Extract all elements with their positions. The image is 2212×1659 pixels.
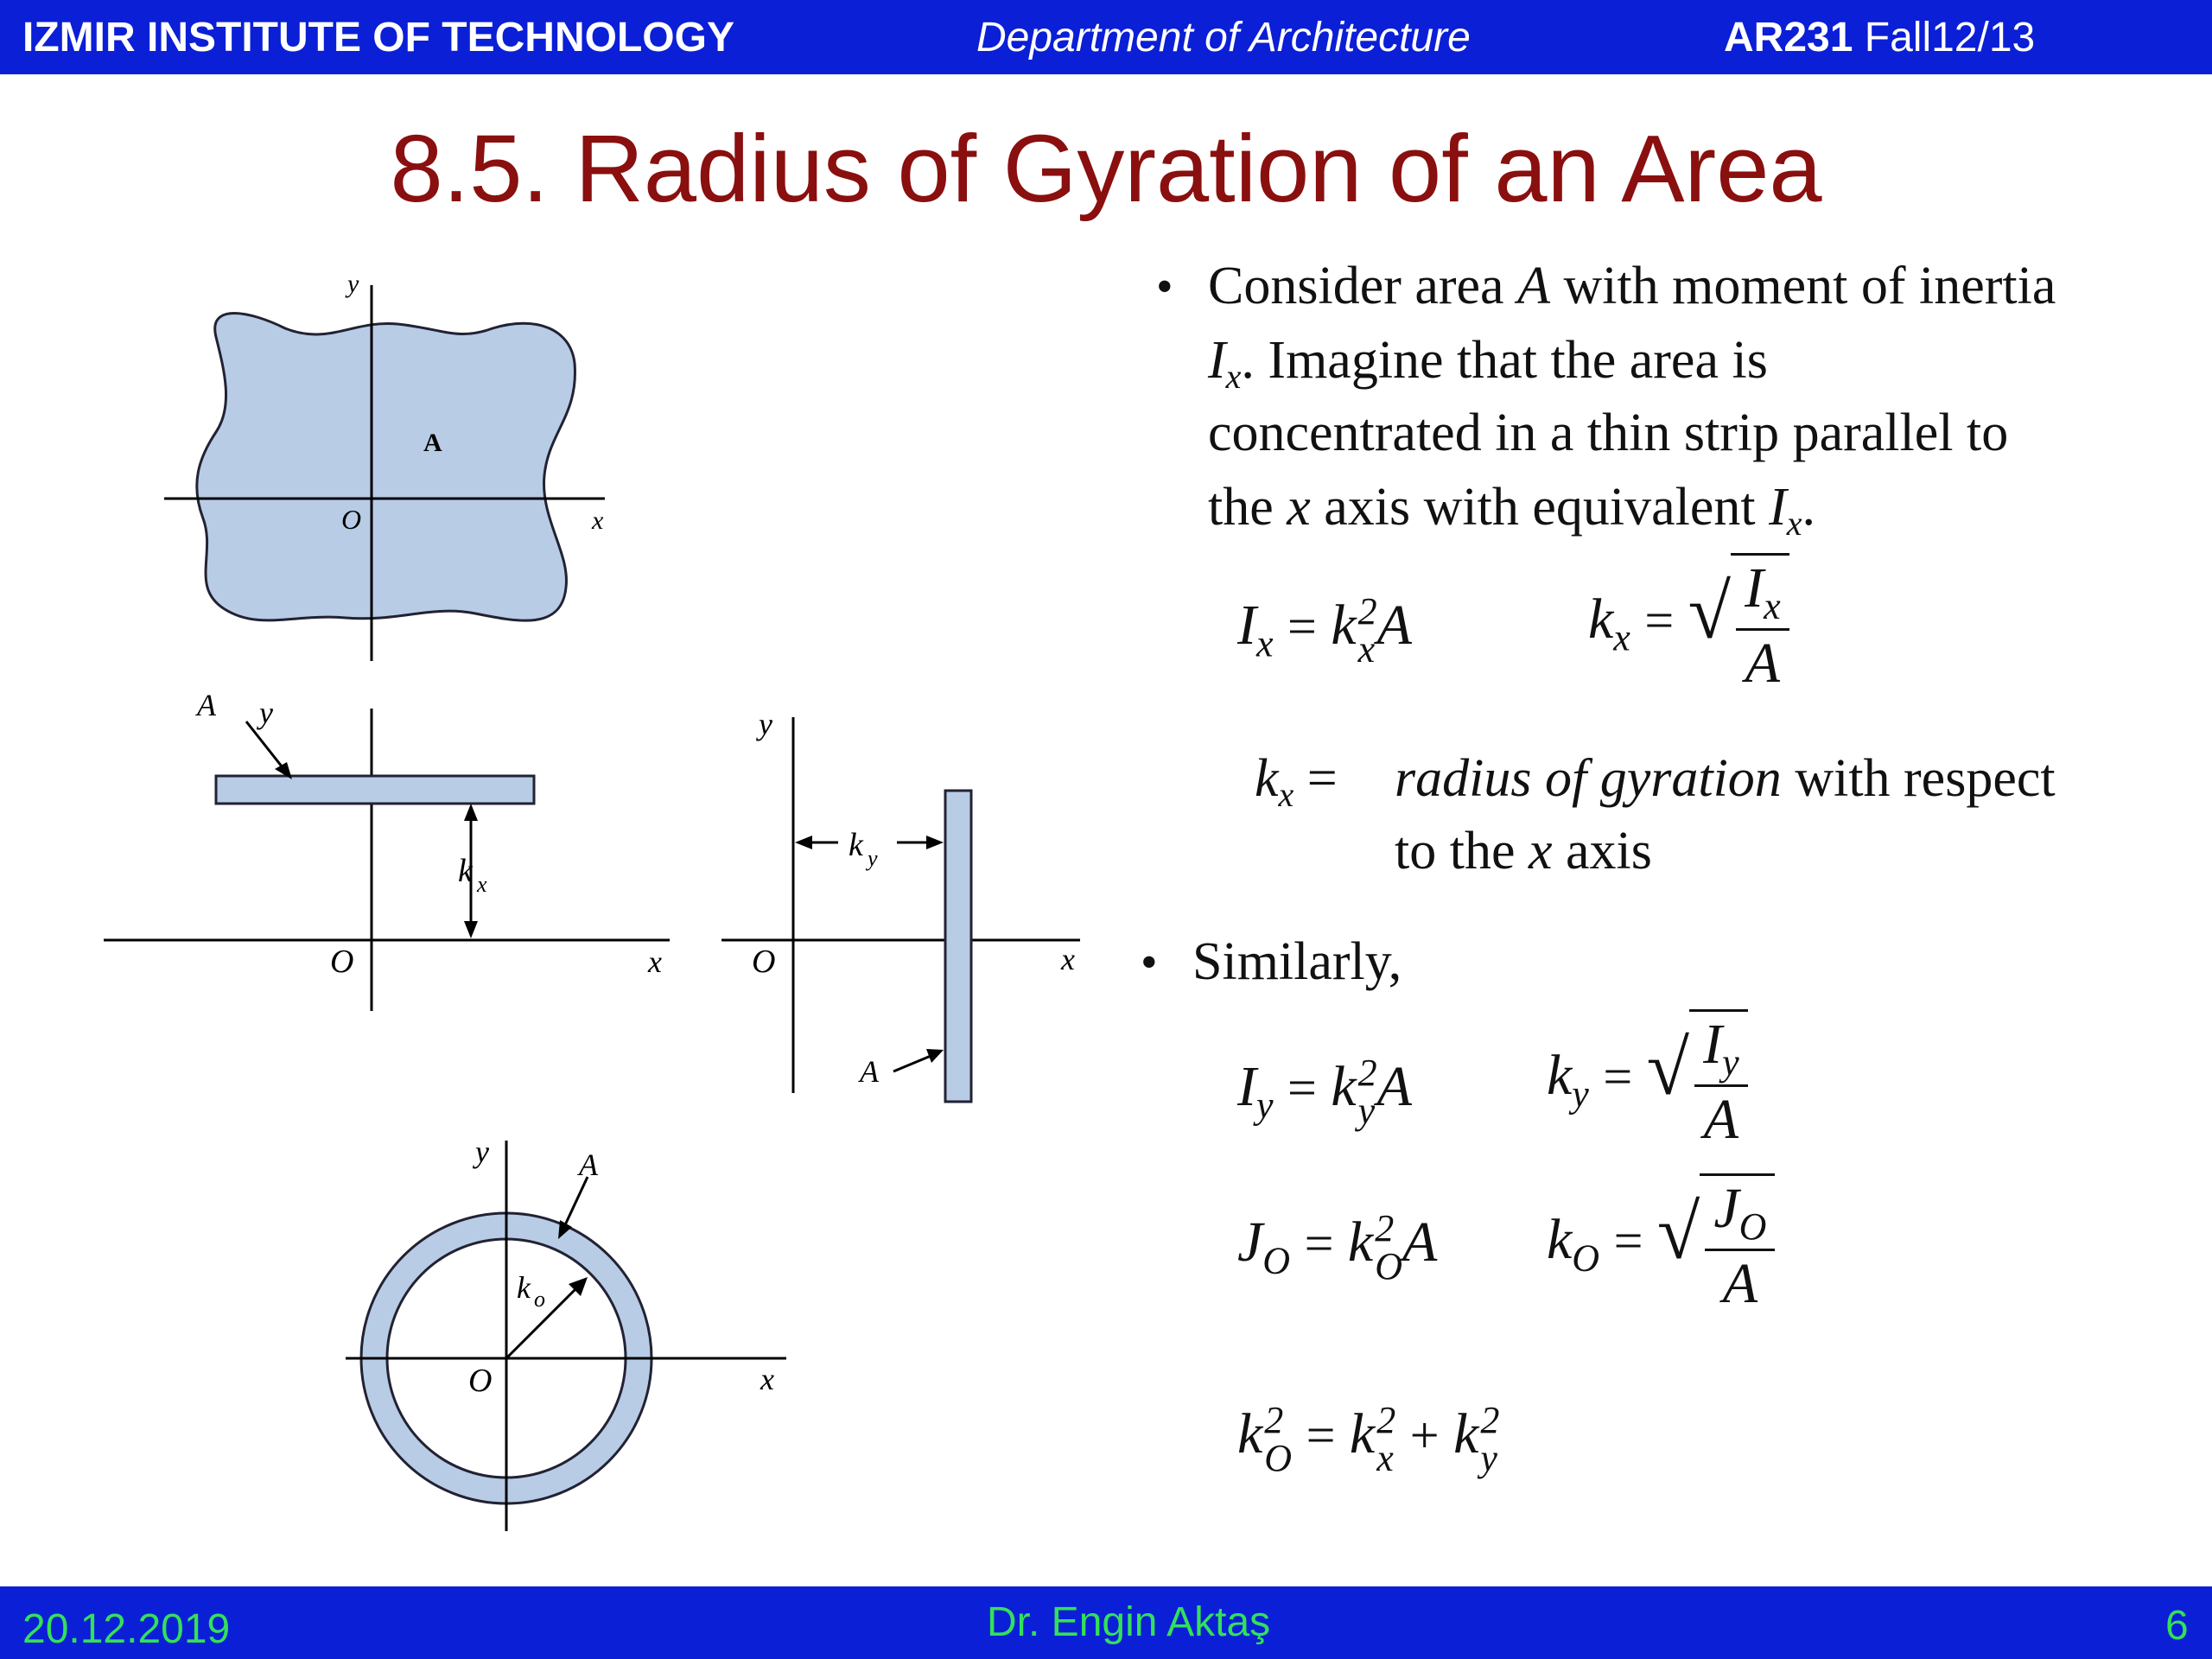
fig4-k-sub: o xyxy=(534,1287,545,1312)
figure-horizontal-strip xyxy=(95,683,683,1020)
fig2-y-label: y xyxy=(259,696,273,730)
definition-kx-line-2: to the x axis xyxy=(1395,822,1652,880)
footer-date: 20.12.2019 xyxy=(22,1606,231,1652)
bullet-2-text: Similarly, xyxy=(1192,932,1402,991)
fig4-y-label: y xyxy=(475,1135,489,1169)
footer-bar xyxy=(0,1586,2212,1659)
fig4-area-label: A xyxy=(579,1147,598,1182)
equation-kx: $k_x$ = √ $\frac{I_x}{A}$ xyxy=(1588,553,1789,696)
figure-vertical-strip xyxy=(709,700,1097,1115)
bullet-1-line-1: Consider area A with moment of inertia xyxy=(1208,257,2056,315)
fig1-y-label: y xyxy=(347,270,359,298)
horizontal-strip xyxy=(216,776,534,804)
fig2-area-label: A xyxy=(197,688,216,722)
fig2-origin-label: O xyxy=(330,944,354,980)
footer-author: Dr. Engin Aktaş xyxy=(987,1599,1271,1645)
equation-ko: $k_O$ = √ $\frac{J_O}{A}$ xyxy=(1547,1173,1775,1317)
course-code: AR231 xyxy=(1724,15,1853,60)
fig3-y-label: y xyxy=(759,707,772,741)
fig2-k-label: k xyxy=(458,853,473,889)
fig4-k-label: k xyxy=(517,1270,531,1305)
institution-name: IZMIR INSTITUTE OF TECHNOLOGY xyxy=(22,15,734,60)
bullet-1-line-2: Ix. Imagine that the area is xyxy=(1208,331,1768,396)
figure-irregular-area xyxy=(156,268,622,665)
fig3-x-label: x xyxy=(1061,942,1075,976)
page-number: 6 xyxy=(2165,1603,2189,1649)
fig2-x-label: x xyxy=(648,944,662,979)
fig3-origin-label: O xyxy=(752,944,776,980)
fig4-x-label: x xyxy=(760,1362,774,1396)
header-bar xyxy=(0,0,2212,74)
fig3-k-label: k xyxy=(849,827,863,863)
definition-kx-symbol: kx = xyxy=(1255,749,1338,814)
fig1-origin-label: O xyxy=(341,504,362,535)
bullet-1-line-4: the x axis with equivalent Ix. xyxy=(1208,478,1816,543)
bullet-1-dot: • xyxy=(1156,260,1173,314)
equation-ky: $k_y$ = √ $\frac{I_y}{A}$ xyxy=(1547,1009,1748,1153)
fig1-area-label: A xyxy=(423,429,442,457)
fig1-x-label: x xyxy=(592,506,604,535)
equation-jo: $J_O = k$ 2 O A xyxy=(1237,1207,1438,1287)
fig3-area-label: A xyxy=(860,1054,879,1089)
irregular-area-shape xyxy=(197,314,575,621)
bullet-1-line-3: concentrated in a thin strip parallel to xyxy=(1208,404,2009,462)
slide-title: 8.5. Radius of Gyration of an Area xyxy=(390,116,1822,222)
equation-ix: $I_x = k$ 2 x A xyxy=(1237,590,1412,671)
bullet-2-dot: • xyxy=(1141,936,1158,989)
department-name: Department of Architecture xyxy=(976,15,1471,60)
equation-iy: $I_y = k$ 2 y A xyxy=(1237,1052,1412,1132)
course-info xyxy=(1724,14,2035,61)
equation-ko-sum: k 2 O = k 2 x + k 2 y xyxy=(1237,1399,1500,1479)
vertical-strip xyxy=(945,791,971,1102)
figure-ring xyxy=(337,1123,804,1538)
course-term: Fall12/13 xyxy=(1864,15,2036,60)
fig2-k-sub: x xyxy=(477,872,487,897)
fig4-origin-label: O xyxy=(468,1363,493,1399)
definition-kx-line-1: radius of gyration with respect xyxy=(1395,749,2056,808)
fig3-k-sub: y xyxy=(868,846,878,871)
